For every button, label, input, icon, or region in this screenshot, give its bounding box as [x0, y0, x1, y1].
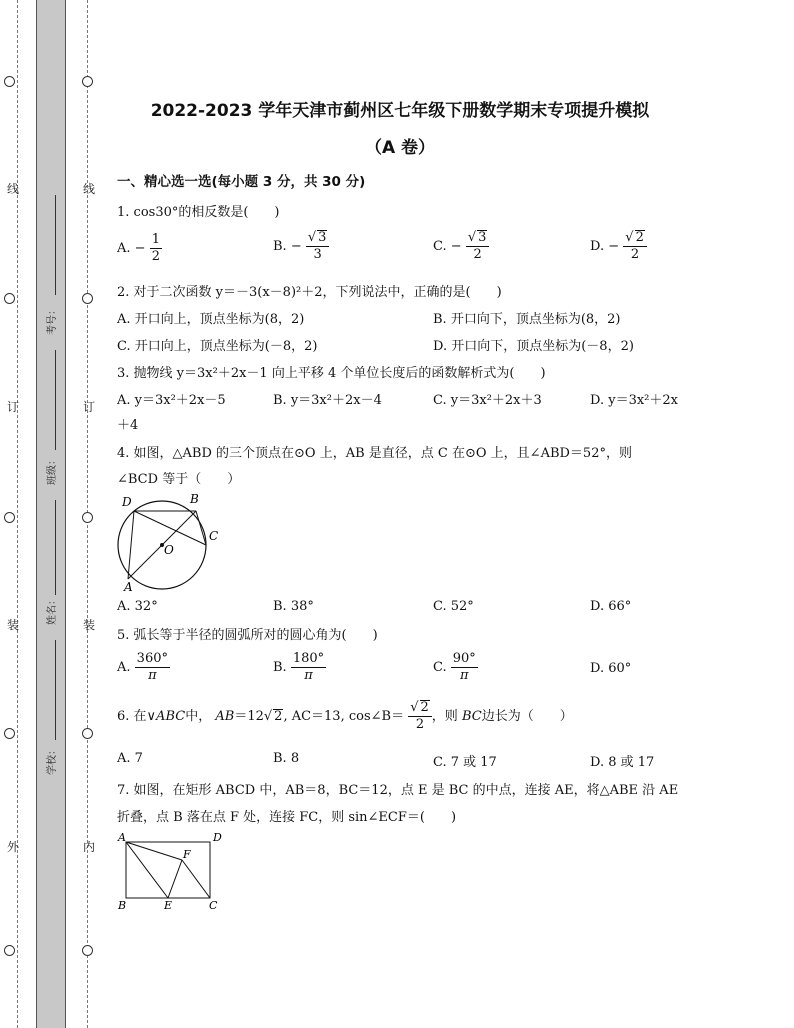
- q5-option-d: D. 60°: [590, 661, 632, 676]
- q2-option-d: D. 开口向下，顶点坐标为(－8，2): [433, 339, 634, 354]
- q2-option-b: B. 开口向下，顶点坐标为(8，2): [433, 312, 621, 327]
- binding-char-bind: 装: [7, 618, 20, 632]
- q6-option-c: C. 7 或 17: [433, 755, 497, 770]
- binding-hole: [4, 945, 15, 956]
- label-a: A: [124, 580, 133, 594]
- q1-option-b: B. − $\frac{√ 3}{3}$: [273, 230, 329, 263]
- q6-option-b: B. 8: [273, 751, 300, 766]
- label-e: E: [164, 899, 173, 912]
- q4-circle-figure: [112, 490, 224, 594]
- q2-option-c: C. 开口向上，顶点坐标为(－8，2): [117, 339, 318, 354]
- segment-da: [128, 511, 134, 579]
- label-b: B: [190, 492, 199, 506]
- binding-hole: [82, 728, 93, 739]
- q3-option-d: D. y＝3x²＋2x: [590, 393, 678, 408]
- name-label: 姓名：: [47, 595, 58, 625]
- outer-dashed-line: [17, 0, 18, 1028]
- label-b: B: [118, 899, 127, 912]
- binding-hole: [82, 76, 93, 87]
- q2-option-a: A. 开口向上，顶点坐标为(8，2): [117, 312, 305, 327]
- binding-hole: [4, 512, 15, 523]
- label-f: F: [183, 848, 191, 861]
- binding-hole: [82, 512, 93, 523]
- label-a: A: [118, 831, 126, 844]
- q4-option-a: A. 32°: [117, 599, 158, 614]
- q2-stem: 2. 对于二次函数 y＝－3(x－8)²＋2，下列说法中，正确的是( ): [117, 285, 502, 300]
- q1-option-a: A. − $\frac{1}{2}$: [117, 232, 160, 264]
- q7-rectangle-figure: [112, 828, 232, 916]
- school-label: 学校：: [47, 745, 58, 775]
- binding-hole: [4, 293, 15, 304]
- binding-char-outer: 外: [7, 840, 20, 854]
- q3-option-b: B. y＝3x²＋2x－4: [273, 393, 382, 408]
- q7-stem-line2: 折叠，点 B 落在点 F 处，连接 FC，则 sin∠ECF＝( ): [117, 810, 457, 825]
- page-title: 2022-2023 学年天津市蓟州区七年级下册数学期末专项提升模拟: [150, 101, 650, 121]
- segment-ef: [168, 860, 182, 898]
- binding-char-line: 线: [83, 182, 96, 196]
- exam-number-blank: [55, 195, 56, 295]
- rectangle-abcd: [126, 842, 210, 898]
- class-label: 班级：: [47, 455, 58, 485]
- segment-fc: [182, 860, 210, 898]
- label-c: C: [209, 899, 218, 912]
- binding-strip: [36, 0, 66, 1028]
- segment-bc: [196, 511, 206, 545]
- q6-option-a: A. 7: [117, 751, 143, 766]
- segment-ae: [126, 842, 168, 898]
- q6-stem: 6. 在∨ABC中， AB＝12√ 2, AC＝13, cos∠B＝ $\frac{√ 2}{2}$ ，则 BC边长为（ ）: [117, 700, 573, 732]
- label-o: O: [164, 543, 174, 557]
- q6-option-d: D. 8 或 17: [590, 755, 655, 770]
- binding-char-order: 订: [83, 400, 96, 414]
- q3-option-c: C. y＝3x²＋2x＋3: [433, 393, 542, 408]
- q5-stem: 5. 弧长等于半径的圆弧所对的圆心角为( ): [117, 628, 378, 643]
- school-blank: [55, 640, 56, 740]
- binding-hole: [4, 728, 15, 739]
- name-blank: [55, 500, 56, 595]
- class-blank: [55, 350, 56, 450]
- page-subtitle: （A 卷）: [364, 138, 436, 158]
- binding-char-line: 线: [7, 182, 20, 196]
- label-d: D: [213, 831, 222, 844]
- label-d: D: [122, 495, 132, 509]
- exam-number-label: 考号：: [47, 305, 58, 335]
- q4-option-d: D. 66°: [590, 599, 632, 614]
- binding-char-bind: 装: [83, 618, 96, 632]
- q1-option-d: D. − $\frac{√ 2}{2}$: [590, 230, 647, 263]
- segment-af: [126, 842, 182, 860]
- binding-hole: [82, 945, 93, 956]
- q1-stem: 1. cos30°的相反数是( ): [117, 205, 280, 220]
- binding-char-inner: 内: [83, 840, 96, 854]
- q4-option-b: B. 38°: [273, 599, 314, 614]
- q3-option-d-continued: ＋4: [117, 418, 139, 433]
- q5-option-a: A. $\frac{360^\circ}{\pi}$: [117, 651, 168, 683]
- binding-hole: [82, 293, 93, 304]
- label-c: C: [209, 529, 219, 543]
- binding-char-order: 订: [7, 400, 20, 414]
- q7-stem-line1: 7. 如图，在矩形 ABCD 中，AB＝8，BC＝12，点 E 是 BC 的中点，连接 AE，将△ABE 沿 AE: [117, 783, 679, 798]
- q3-option-a: A. y＝3x²＋2x－5: [117, 393, 226, 408]
- q3-stem: 3. 抛物线 y＝3x²＋2x－1 向上平移 4 个单位长度后的函数解析式为( ): [117, 366, 546, 381]
- q1-option-c: C. − $\frac{√ 3}{2}$: [433, 230, 489, 263]
- q5-option-c: C. $\frac{90^\circ}{\pi}$: [433, 651, 476, 683]
- q4-stem-line1: 4. 如图，△ABD 的三个顶点在⊙O 上，AB 是直径，点 C 在⊙O 上，且∠ABD＝52°，则: [117, 446, 632, 461]
- q4-stem-line2: ∠BCD 等于（ ）: [117, 472, 241, 487]
- binding-hole: [4, 76, 15, 87]
- q4-option-c: C. 52°: [433, 599, 474, 614]
- section-heading: 一、精心选一选(每小题 3 分，共 30 分): [117, 174, 366, 190]
- q5-option-b: B. $\frac{180^\circ}{\pi}$: [273, 651, 325, 683]
